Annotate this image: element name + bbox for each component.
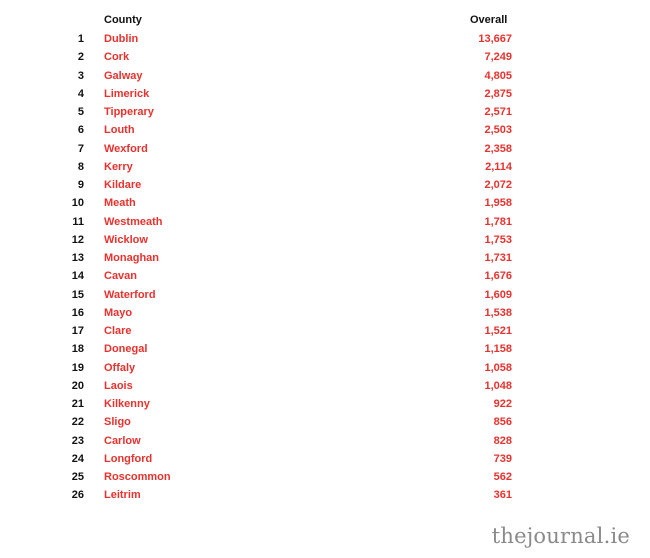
county-cell: Dublin	[104, 33, 139, 45]
overall-cell: 1,521	[484, 325, 512, 337]
table-row	[0, 232, 650, 250]
county-cell: Donegal	[104, 343, 148, 356]
column-header-county: County	[104, 14, 142, 26]
county-cell: Tipperary	[104, 106, 154, 118]
table-row	[0, 214, 650, 232]
county-cell: Wexford	[104, 142, 148, 155]
overall-cell: 4,805	[484, 69, 512, 82]
table-row	[0, 268, 650, 286]
rank-cell: 5	[77, 106, 84, 118]
overall-cell: 2,358	[484, 142, 512, 155]
table-row	[0, 49, 650, 67]
table-body	[0, 31, 650, 506]
rank-cell: 24	[71, 452, 84, 465]
brand-watermark: thejournal.ie	[491, 524, 630, 548]
overall-cell: 7,249	[484, 51, 512, 64]
table-row	[0, 396, 650, 414]
rank-cell: 18	[71, 343, 84, 356]
overall-cell: 1,781	[484, 215, 512, 228]
table-row	[0, 250, 650, 268]
overall-cell: 1,958	[484, 197, 512, 210]
rank-cell: 2	[77, 51, 84, 64]
rank-cell: 23	[71, 434, 84, 447]
rank-cell: 12	[71, 233, 84, 246]
rank-cell: 17	[71, 325, 84, 337]
overall-cell: 1,731	[484, 252, 512, 264]
rank-cell: 20	[71, 379, 84, 392]
overall-cell: 1,538	[484, 306, 512, 319]
rank-cell: 11	[72, 215, 84, 228]
overall-cell: 361	[493, 489, 512, 502]
county-cell: Sligo	[104, 416, 131, 429]
county-cell: Cork	[104, 51, 130, 64]
table-row	[0, 177, 650, 195]
table-row	[0, 451, 650, 469]
rank-cell: 10	[71, 197, 84, 210]
table-row	[0, 86, 650, 104]
overall-cell: 2,875	[484, 87, 512, 100]
rank-cell: 26	[71, 489, 84, 502]
rank-cell: 4	[77, 87, 84, 100]
rank-cell: 3	[77, 69, 84, 82]
overall-cell: 828	[493, 434, 512, 447]
table-header	[0, 14, 650, 30]
rank-cell: 8	[77, 160, 84, 173]
county-cell: Monaghan	[104, 252, 159, 264]
rank-cell: 13	[71, 252, 84, 264]
rank-cell: 16	[71, 306, 84, 319]
column-header-overall: Overall	[470, 14, 508, 26]
county-cell: Leitrim	[104, 489, 141, 502]
table-row	[0, 68, 650, 86]
rank-cell: 15	[71, 288, 84, 301]
table-row	[0, 305, 650, 323]
table-row	[0, 433, 650, 451]
county-cell: Kilkenny	[104, 398, 150, 410]
table-row	[0, 31, 650, 49]
rank-cell: 7	[77, 142, 84, 155]
county-cell: Limerick	[104, 87, 150, 100]
table-row	[0, 360, 650, 378]
county-cell: Roscommon	[104, 471, 171, 483]
county-cell: Offaly	[104, 361, 136, 374]
overall-cell: 739	[493, 452, 512, 465]
overall-cell: 2,571	[484, 106, 512, 118]
table-row	[0, 341, 650, 359]
county-cell: Waterford	[104, 288, 156, 301]
county-cell: Wicklow	[104, 233, 148, 246]
county-cell: Louth	[104, 124, 135, 137]
table-row	[0, 287, 650, 305]
county-cell: Longford	[104, 452, 153, 465]
table-row	[0, 378, 650, 396]
county-cell: Cavan	[104, 270, 138, 283]
table-row	[0, 159, 650, 177]
county-cell: Galway	[104, 69, 143, 82]
overall-cell: 2,503	[484, 124, 512, 137]
rank-cell: 25	[71, 471, 84, 483]
table-row	[0, 122, 650, 140]
table-row	[0, 487, 650, 505]
rank-cell: 21	[71, 398, 84, 410]
rank-cell: 9	[77, 179, 84, 191]
rank-cell: 19	[71, 361, 84, 374]
overall-cell: 2,114	[485, 160, 512, 173]
county-cell: Meath	[104, 197, 136, 210]
county-cell: Laois	[104, 379, 133, 392]
table-row	[0, 141, 650, 159]
overall-cell: 1,048	[484, 379, 512, 392]
overall-cell: 562	[493, 471, 512, 483]
county-cell: Kildare	[104, 179, 142, 191]
table-row	[0, 104, 650, 122]
overall-cell: 1,158	[484, 343, 512, 356]
county-cell: Mayo	[104, 306, 133, 319]
rank-cell: 14	[71, 270, 84, 283]
rank-cell: 22	[71, 416, 84, 429]
county-cell: Clare	[104, 325, 132, 337]
overall-cell: 1,609	[484, 288, 512, 301]
table-row	[0, 414, 650, 432]
overall-cell: 1,676	[484, 270, 512, 283]
rank-cell: 1	[77, 33, 84, 45]
overall-cell: 856	[493, 416, 512, 429]
table-row	[0, 323, 650, 341]
overall-cell: 1,058	[484, 361, 512, 374]
county-cell: Carlow	[104, 434, 141, 447]
rank-cell: 6	[77, 124, 84, 137]
county-cell: Kerry	[104, 160, 133, 173]
county-cell: Westmeath	[104, 215, 163, 228]
overall-cell: 2,072	[484, 179, 512, 191]
overall-cell: 1,753	[484, 233, 512, 246]
overall-cell: 13,667	[478, 33, 512, 45]
overall-cell: 922	[493, 398, 512, 410]
table-row	[0, 195, 650, 213]
table-row	[0, 469, 650, 487]
